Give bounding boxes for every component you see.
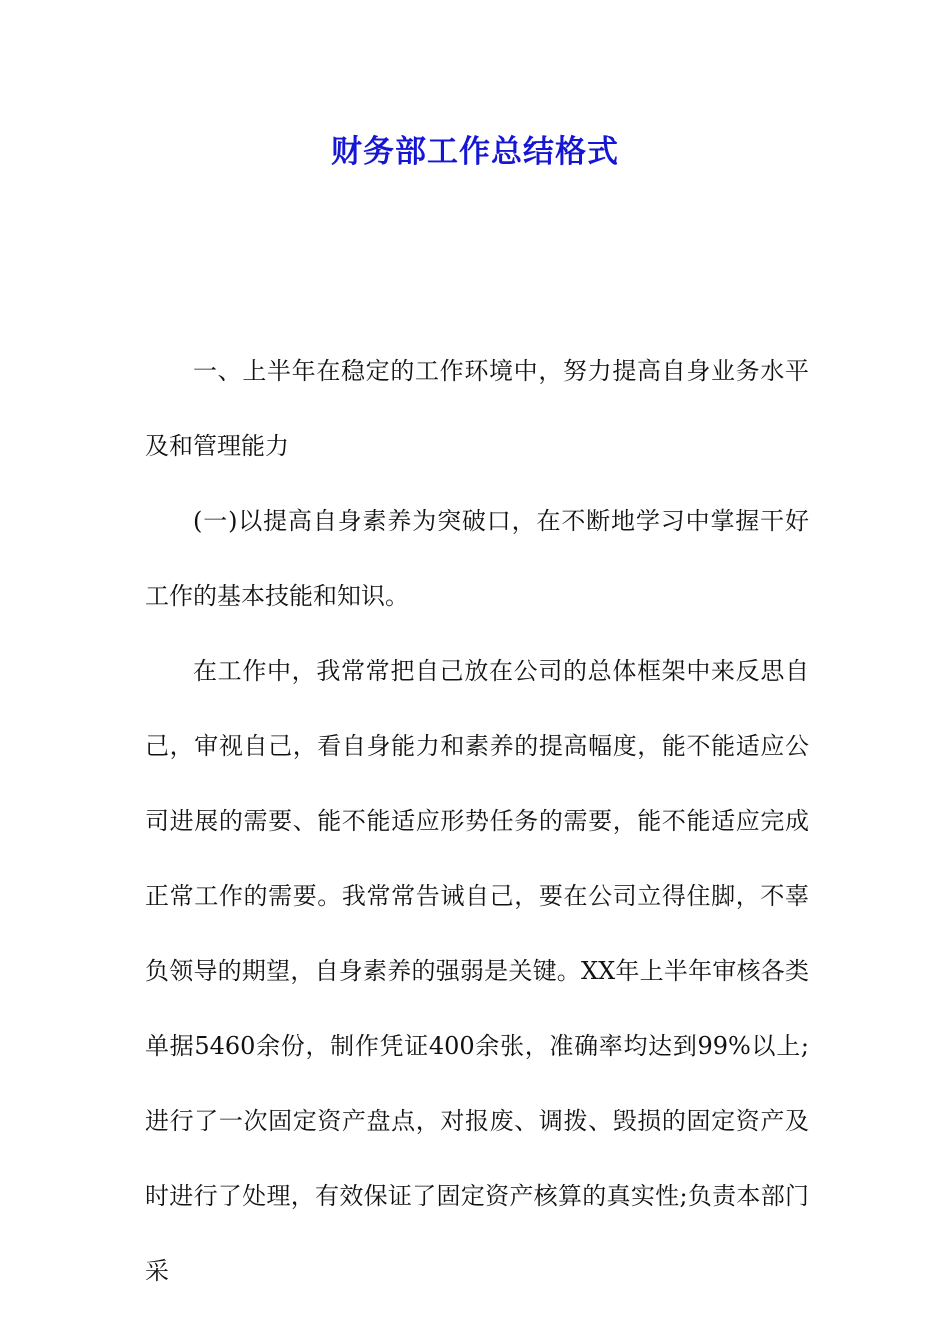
document-title: 财务部工作总结格式 xyxy=(331,134,619,170)
body-paragraph: 在工作中，我常常把自己放在公司的总体框架中来反思自己，审视自己，看自身能力和素养的提高幅度，能不能适应公司进展的需要、能不能适应形势任务的需要，能不能适应完成正常工作的需要。我常常告诫自己，要在公司立得住脚，不辜负领导的期望，自身素养的强弱是关键。XX年上半年审核各类单据5460余份，制作凭证400余张，准确率均达到99%以上;进行了一次固定资产盘点，对报废、调拨、毁损的固定资产及时进行了处理，有效保证了固定资产核算的真实性;负责本部门采 xyxy=(145,657,809,1285)
subsection-heading-paragraph: (一)以提高自身素养为突破口，在不断地学习中掌握干好工作的基本技能和知识。 xyxy=(145,507,809,610)
document-body xyxy=(145,334,809,1309)
section-heading-paragraph: 一、上半年在稳定的工作环境中，努力提高自身业务水平及和管理能力 xyxy=(145,357,809,460)
